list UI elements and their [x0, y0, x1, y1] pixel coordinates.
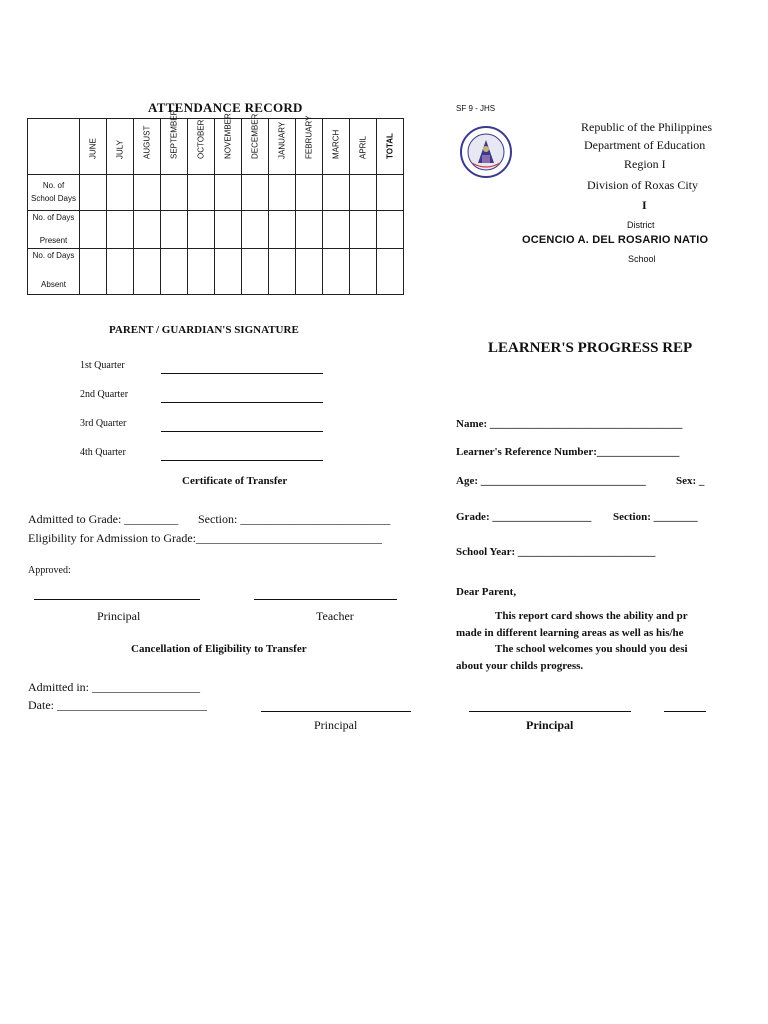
month-header: FEBRUARY: [296, 119, 323, 175]
teacher-signature-line-right[interactable]: [664, 711, 706, 712]
table-cell[interactable]: [134, 211, 161, 249]
signature-title: PARENT / GUARDIAN'S SIGNATURE: [109, 324, 299, 336]
principal-label: Principal: [97, 609, 141, 623]
letter-line: This report card shows the ability and pr: [495, 610, 688, 622]
month-header: JANUARY: [269, 119, 296, 175]
approved-label: Approved:: [28, 565, 71, 576]
grade-field[interactable]: Grade: __________________: [456, 511, 592, 523]
month-header: SEPTEMBER: [161, 119, 188, 175]
letter-line: The school welcomes you should you desi: [495, 643, 688, 655]
table-cell[interactable]: [188, 249, 215, 295]
row-label-days-present: No. of Days Present: [28, 211, 80, 249]
table-cell[interactable]: [350, 175, 377, 211]
principal-signature-line[interactable]: [34, 599, 200, 600]
month-header: AUGUST: [134, 119, 161, 175]
month-header: APRIL: [350, 119, 377, 175]
section-field[interactable]: Section: _________________________: [198, 512, 391, 526]
month-header: NOVEMBER: [215, 119, 242, 175]
district-label: District: [627, 220, 655, 230]
letter-line: made in different learning areas as well as his/he: [456, 627, 684, 639]
table-cell[interactable]: [242, 249, 269, 295]
quarter-label: 4th Quarter: [80, 447, 126, 458]
table-cell[interactable]: [350, 211, 377, 249]
quarter-label: 2nd Quarter: [80, 389, 129, 400]
table-cell[interactable]: [215, 249, 242, 295]
table-cell[interactable]: [377, 175, 404, 211]
table-cell[interactable]: [242, 211, 269, 249]
month-header: DECEMBER: [242, 119, 269, 175]
district-value: I: [642, 198, 647, 212]
table-cell[interactable]: [188, 211, 215, 249]
republic-text: Republic of the Philippines: [581, 120, 712, 134]
dear-parent: Dear Parent,: [456, 586, 517, 598]
quarter-label: 1st Quarter: [80, 360, 125, 371]
table-cell[interactable]: [134, 249, 161, 295]
principal-label-2: Principal: [314, 718, 358, 732]
month-header: TOTAL: [377, 119, 404, 175]
table-cell[interactable]: [323, 211, 350, 249]
table-cell[interactable]: [242, 175, 269, 211]
department-text: Department of Education: [584, 138, 706, 152]
month-header: JULY: [107, 119, 134, 175]
cancellation-title: Cancellation of Eligibility to Transfer: [131, 643, 307, 655]
eligibility-field[interactable]: Eligibility for Admission to Grade:_______________________________: [28, 531, 382, 545]
table-cell[interactable]: [323, 175, 350, 211]
school-name: OCENCIO A. DEL ROSARIO NATIO: [522, 234, 709, 246]
table-cell[interactable]: [161, 175, 188, 211]
school-year-field[interactable]: School Year: _________________________: [456, 546, 656, 558]
letter-line: about your childs progress.: [456, 660, 584, 672]
school-label: School: [628, 254, 656, 264]
teacher-label: Teacher: [316, 609, 354, 623]
table-cell[interactable]: [215, 211, 242, 249]
table-corner: [28, 119, 80, 175]
region-text: Region I: [624, 157, 666, 171]
table-cell[interactable]: [107, 175, 134, 211]
table-cell[interactable]: [161, 249, 188, 295]
table-cell[interactable]: [161, 211, 188, 249]
table-cell[interactable]: [107, 211, 134, 249]
table-cell[interactable]: [269, 175, 296, 211]
table-cell[interactable]: [269, 249, 296, 295]
deped-seal-icon: [460, 125, 512, 179]
section-field-right[interactable]: Section: ________: [613, 511, 698, 523]
table-cell[interactable]: [296, 249, 323, 295]
attendance-title: ATTENDANCE RECORD: [148, 100, 303, 115]
table-cell[interactable]: [188, 175, 215, 211]
principal-signature-line-2[interactable]: [261, 711, 411, 712]
signature-line[interactable]: [161, 431, 323, 432]
principal-signature-line-right[interactable]: [469, 711, 631, 712]
form-code: SF 9 - JHS: [456, 104, 496, 113]
month-header: OCTOBER: [188, 119, 215, 175]
signature-line[interactable]: [161, 373, 323, 374]
sex-field[interactable]: Sex: _: [676, 475, 705, 487]
date-field[interactable]: Date: _________________________: [28, 698, 207, 712]
row-label-days-absent: No. of Days Absent: [28, 249, 80, 295]
name-field[interactable]: Name: ___________________________________: [456, 418, 683, 430]
age-field[interactable]: Age: ______________________________: [456, 475, 646, 487]
table-cell[interactable]: [296, 175, 323, 211]
certificate-title: Certificate of Transfer: [182, 475, 288, 487]
admitted-to-grade[interactable]: Admitted to Grade: _________: [28, 512, 179, 526]
quarter-label: 3rd Quarter: [80, 418, 127, 429]
signature-line[interactable]: [161, 402, 323, 403]
attendance-table: [27, 109, 404, 295]
month-header: JUNE: [80, 119, 107, 175]
lrn-field[interactable]: Learner's Reference Number:_______________: [456, 446, 680, 458]
table-cell[interactable]: [80, 249, 107, 295]
table-cell[interactable]: [215, 175, 242, 211]
table-cell[interactable]: [377, 249, 404, 295]
table-cell[interactable]: [296, 211, 323, 249]
table-cell[interactable]: [134, 175, 161, 211]
table-cell[interactable]: [350, 249, 377, 295]
report-title: LEARNER'S PROGRESS REP: [488, 340, 693, 356]
month-header: MARCH: [323, 119, 350, 175]
row-label-school-days: No. of School Days: [28, 175, 80, 211]
table-cell[interactable]: [80, 211, 107, 249]
principal-label-right: Principal: [526, 718, 574, 732]
table-cell[interactable]: [323, 249, 350, 295]
division-text: Division of Roxas City: [587, 178, 699, 192]
signature-line[interactable]: [161, 460, 323, 461]
table-cell[interactable]: [80, 175, 107, 211]
admitted-in-field[interactable]: Admitted in: __________________: [28, 680, 200, 694]
teacher-signature-line[interactable]: [254, 599, 397, 600]
table-cell[interactable]: [377, 211, 404, 249]
table-cell[interactable]: [269, 211, 296, 249]
table-cell[interactable]: [107, 249, 134, 295]
